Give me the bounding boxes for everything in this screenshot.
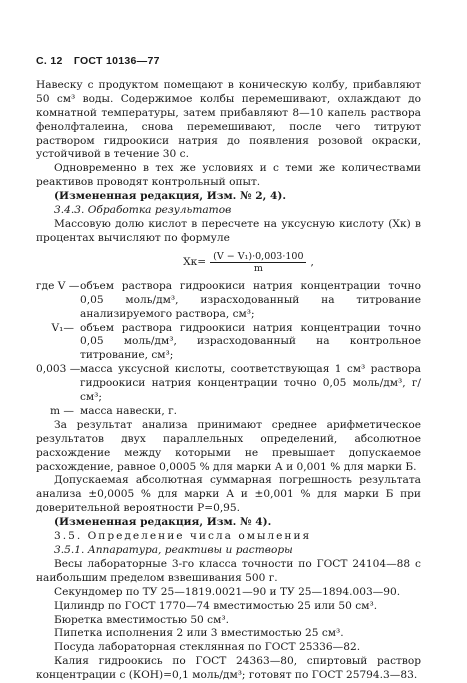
list-item: Цилиндр по ГОСТ 1770—74 вместимостью 25 или 50 см³. [54, 599, 378, 612]
definition-symbol: где V — [36, 279, 80, 292]
definition-text: объем раствора гидроокиси натрия концентрации точно 0,05 моль/дм³, израсходованный на контрольное титрование, см³; [80, 321, 421, 362]
section-heading-3-5: 3.5. Определение числа омыления [54, 530, 312, 543]
page-number: С. 12 [36, 55, 63, 67]
page-header [36, 55, 421, 69]
document-page [36, 55, 421, 683]
definition-symbol: m — [49, 404, 74, 417]
list-item: Бюретка вместимостью 50 см³. [54, 613, 229, 626]
paragraph-error: Допускаемая абсолютная суммарная погрешность результата анализа ±0,0005 % для марки А и ±0,001 % для марки Б при доверительной вероятности P=0,95. [36, 474, 421, 515]
section-heading-3-5-1: 3.5.1. Аппаратура, реактивы и растворы [54, 544, 293, 556]
variable-definitions [36, 280, 421, 419]
formula-fraction [210, 251, 306, 274]
list-item: Посуда лабораторная стеклянная по ГОСТ 25336—82. [54, 641, 361, 654]
formula-numerator: (V − V₁)·0,003·100 [210, 251, 306, 263]
revision-note: (Измененная редакция, Изм. № 2, 4). [54, 190, 287, 203]
definition-text: объем раствора гидроокиси натрия концентрации точно 0,05 моль/дм³, израсходованный на титрование анализируемого раствора, см³; [80, 279, 421, 320]
definition-symbol: V₁— [51, 321, 74, 334]
standard-number: ГОСТ 10136—77 [73, 55, 160, 67]
paragraph-formula-intro: Массовую долю кислот в пересчете на уксусную кислоту (Xк) в процентах вычисляют по формуле [36, 217, 421, 244]
list-item: Секундомер по ТУ 25—1819.0021—90 и ТУ 25—1894.003—90. [54, 585, 401, 598]
paragraph-control: Одновременно в тех же условиях и с теми же количествами реактивов проводят контрольный опыт. [36, 162, 421, 189]
definition-text: масса уксусной кислоты, соответствующая 1 см³ раствора гидроокиси натрия концентрации точно 0,05 моль/дм³, г/см³; [80, 363, 421, 404]
paragraph-result: За результат анализа принимают среднее арифметическое результатов двух параллельных определений, абсолютное расхождение между которыми не превышает допускаемое расхождение, равное 0,0005 % для марки А и 0,001 % для марки Б. [36, 418, 421, 473]
definition-text: масса навески, г. [80, 404, 177, 417]
section-heading-3-4-3: 3.4.3. Обработка результатов [54, 204, 232, 217]
list-item: Калия гидроокись по ГОСТ 24363—80, спиртовый раствор концентрации с (КОН)=0,1 моль/дм³; готовят по ГОСТ 25794.3—83. [36, 655, 421, 682]
list-item: Пипетка исполнения 2 или 3 вместимостью 25 см³. [54, 627, 344, 640]
definition-symbol: 0,003 — [36, 363, 81, 376]
formula-tail: , [310, 255, 314, 268]
list-item: Весы лабораторные 3-го класса точности по ГОСТ 24104—88 с наибольшим пределом взвешивания 500 г. [36, 557, 421, 584]
formula-denominator: m [253, 263, 263, 275]
revision-note: (Измененная редакция, Изм. № 4). [54, 516, 272, 529]
paragraph-procedure: Навеску с продуктом помещают в коническую колбу, прибавляют 50 см³ воды. Содержимое колбы перемешивают, охлаждают до комнатной температуры, затем прибавляют 8—10 капель раствора фенолфталеина, снова перемешивают, после чего титруют раствором гидроокиси натрия до появления розовой окраски, устойчивой в течение 30 с. [36, 78, 421, 161]
formula [76, 248, 421, 278]
formula-lhs: Xк= [183, 255, 207, 268]
